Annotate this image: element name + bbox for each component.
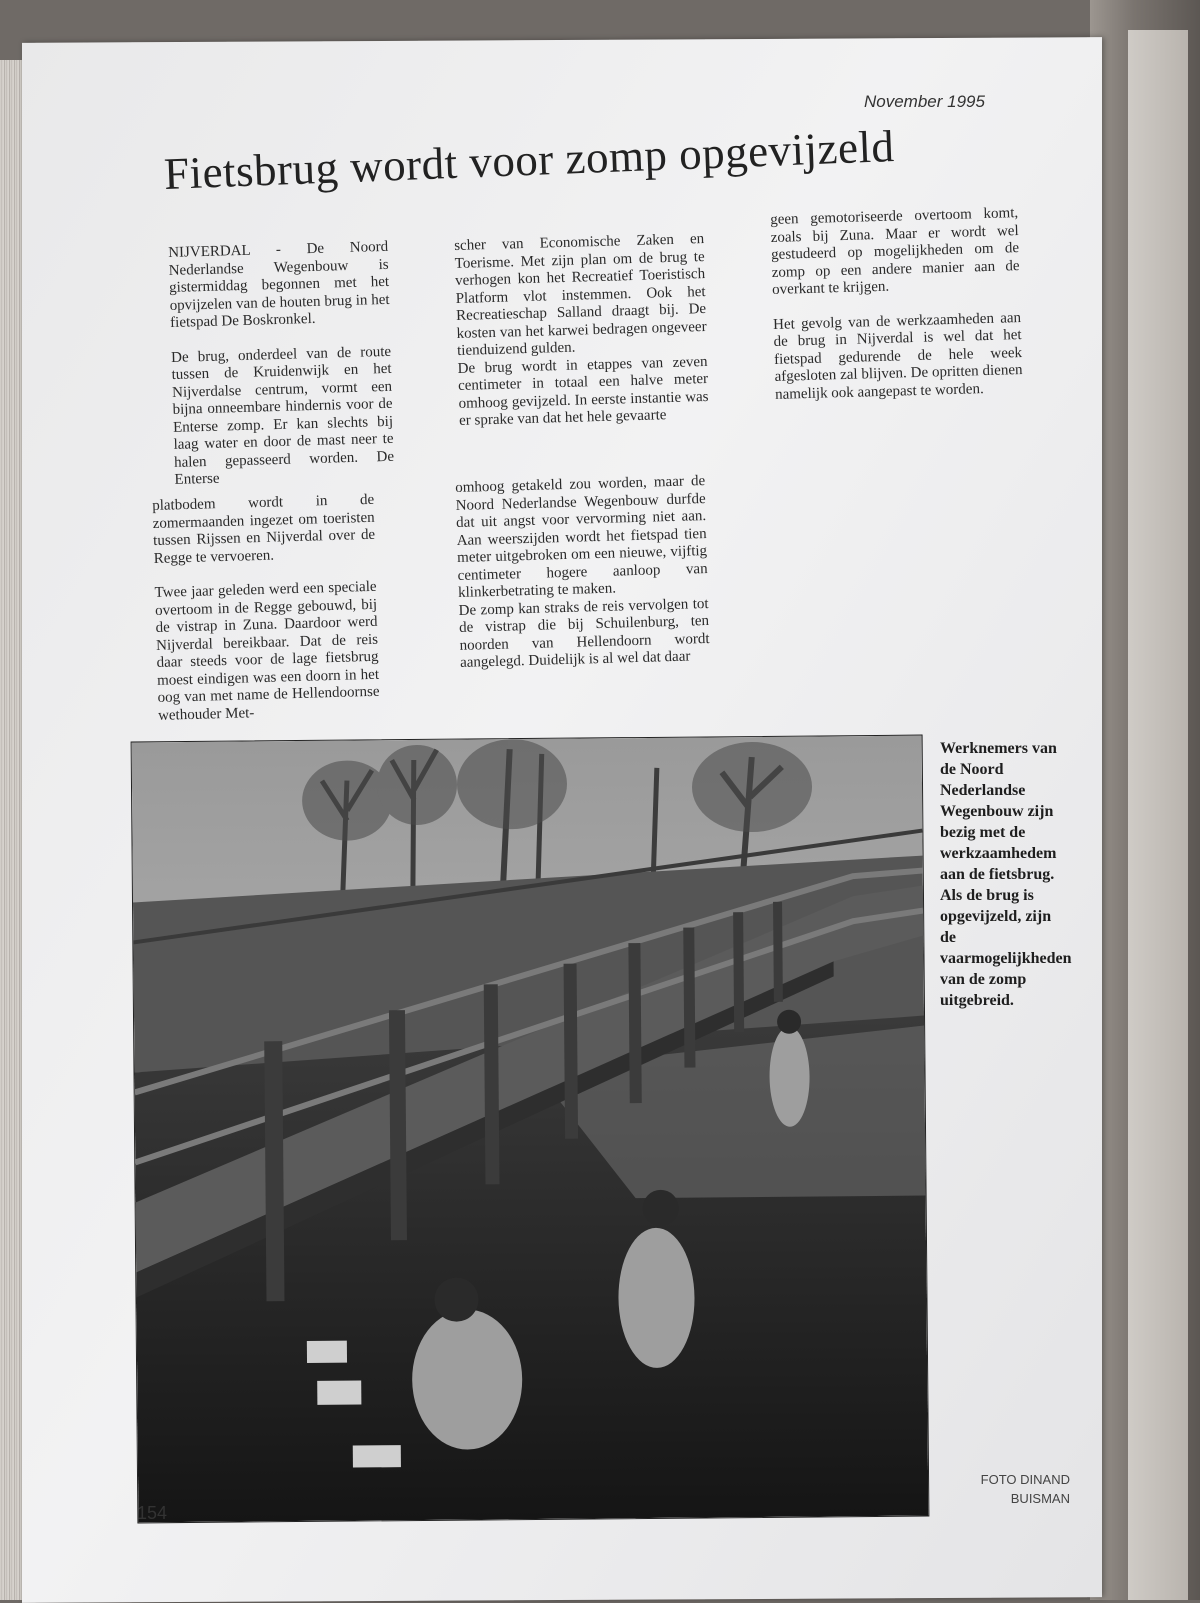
facing-page-edge xyxy=(1128,30,1188,1600)
paragraph: De brug, onderdeel van de route tussen de Kruidenwijk en het Nijverdalse centrum, vormt een bijna onneembare hindernis voor de Enterse zomp. Er kan slechts bij laag water en door de mast neer te halen gepasseerd worden. De Enterse xyxy=(170,343,395,488)
paragraph: omhoog getakeld zou worden, maar de Noord Nederlandse Wegenbouw durfde dat uit angst voor vervorming niet aan. Aan weerszijden wordt het fietspad tien meter uitgebroken om een nieuwe, vijftig centimeter hogere aanloop van klinkerbetrating te maken. xyxy=(455,473,708,601)
article-column-3 xyxy=(770,205,1023,404)
photo-credit xyxy=(970,1470,1070,1508)
photo-credit-line: BUISMAN xyxy=(1010,1491,1070,1506)
bridge-photo-image xyxy=(132,736,929,1523)
paragraph: scher van Economische Zaken en Toerisme. Met zijn plan om de brug te verhogen kon het Recreatief Toeristisch Platform vlot instemmen. Ook het Recreatieschap Salland draagt bij. De kosten van het karwei bedragen ongeveer tienduizend gulden. xyxy=(454,231,707,359)
article-column-1-top xyxy=(168,239,395,490)
paragraph: NIJVERDAL - De Noord Nederlandse Wegenbouw is gistermiddag begonnen met het opvijzelen van de houten brug in het fietspad De Boskronkel. xyxy=(168,238,390,331)
paragraph: geen gemotoriseerde overtoom komt, zoals bij Zuna. Maar er wordt wel gestudeerd op mogelijkheden om de zomp op een andere manier aan de overkant te krijgen. xyxy=(770,205,1020,298)
article-column-1-bottom xyxy=(152,492,380,725)
issue-date: November 1995 xyxy=(864,92,985,111)
bridge-photo xyxy=(131,735,930,1524)
paragraph: Twee jaar geleden werd een speciale overtoom in de Regge gebouwd, bij de vistrap in Zuna. Daardoor werd Nijverdal bereikbaar. Dat de reis daar steeds voor de lage fietsbrug moest eindigen was een doorn in het oog van met name de Hellendoornse wethouder Met- xyxy=(154,578,380,724)
photo-credit-line: FOTO DINAND xyxy=(980,1472,1070,1487)
article-column-2-top xyxy=(454,231,709,430)
article-headline: Fietsbrug wordt voor zomp opgevijzeld xyxy=(163,120,896,200)
paragraph: platbodem wordt in de zomermaanden ingezet om toeristen tussen Rijssen en Nijverdal over de Regge te vervoeren. xyxy=(152,491,376,567)
paragraph: Het gevolg van de werkzaamheden aan de brug in Nijverdal is wel dat het fietspad gedurende de hele week afgesloten zal blijven. De opritten dienen namelijk ook aangepast te worden. xyxy=(772,309,1023,403)
article-column-2-bottom xyxy=(455,473,710,672)
photo-caption: Werknemers van de Noord Nederlandse Wegenbouw zijn bezig met de werkzaamhedem aan de fietsbrug. Als de brug is opgevijzeld, zijn de vaarmogelijkheden van de zomp uitgebreid. xyxy=(940,740,1072,1009)
paragraph: De zomp kan straks de reis vervolgen tot de vistrap die bij Schuilenburg, ten noorden van Hellendoorn wordt aangelegd. Duidelijk is al wel dat daar xyxy=(458,595,710,671)
page-number: 154 xyxy=(137,1503,168,1523)
paragraph: De brug wordt in etappes van zeven centimeter in totaal een halve meter omhoog gevijzeld. In eerste instantie was er sprake van dat het hele gevaarte xyxy=(457,353,709,429)
